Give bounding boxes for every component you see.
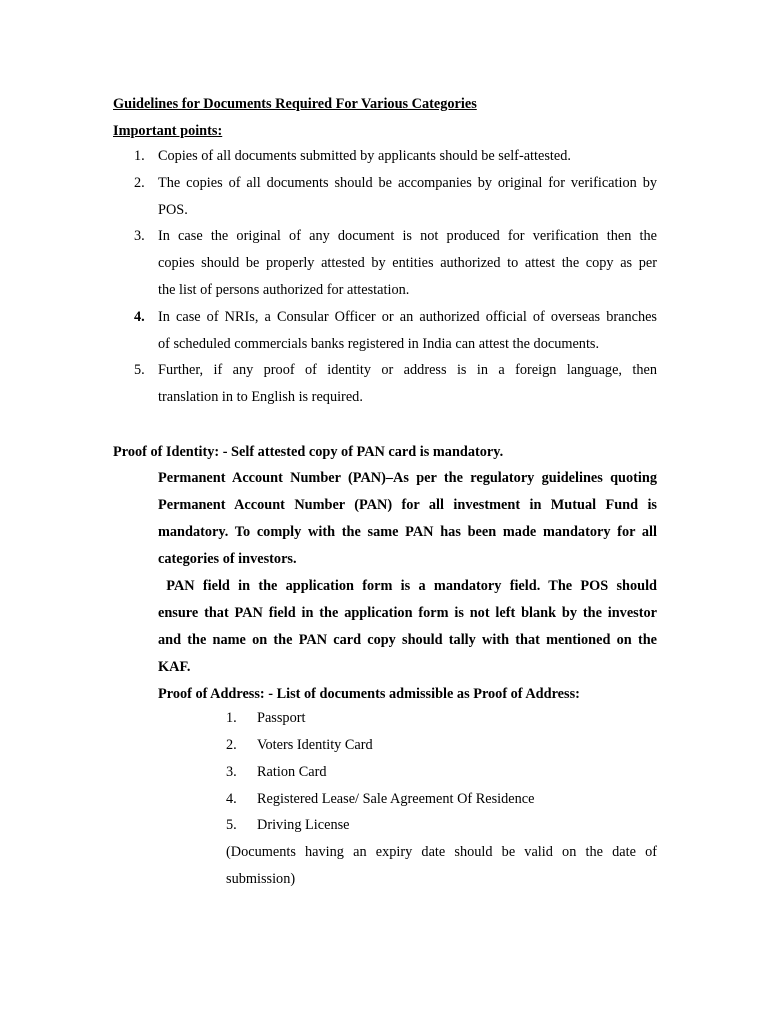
document-title: Guidelines for Documents Required For Various Categories: [113, 96, 477, 112]
point-line: In case of NRIs, a Consular Officer or an authorized official of overseas branches: [158, 309, 657, 325]
paragraph-line: PAN field in the application form is a mandatory field. The POS should: [158, 578, 657, 594]
point-line: copies should be properly attested by entities authorized to attest the copy as per: [158, 255, 657, 271]
point-line: Copies of all documents submitted by applicants should be self-attested.: [158, 148, 571, 164]
point-line: translation in to English is required.: [158, 389, 363, 405]
point-number: 3.: [134, 228, 145, 244]
address-doc-number: 4.: [226, 791, 237, 807]
note-line: submission): [226, 871, 296, 887]
point-line: Further, if any proof of identity or address is in a foreign language, then: [158, 362, 657, 378]
point-text: [158, 304, 657, 358]
point-number: 2.: [134, 175, 145, 191]
point-line: In case the original of any document is not produced for verification then the: [158, 228, 657, 244]
point-text: [158, 357, 657, 411]
point-line: POS.: [158, 202, 188, 218]
pan-paragraph-2: [158, 573, 657, 681]
important-points-heading: Important points:: [113, 123, 223, 139]
point-number: 4.: [134, 309, 145, 325]
paragraph-line: ensure that PAN field in the application form is not left blank by the investor: [158, 605, 657, 621]
note-line: (Documents having an expiry date should be valid on the date of: [226, 844, 657, 860]
point-number: 1.: [134, 148, 145, 164]
point-text: [158, 170, 657, 224]
point-line: the list of persons authorized for attestation.: [158, 282, 410, 298]
proof-of-identity-heading: Proof of Identity: - Self attested copy of PAN card is mandatory.: [113, 444, 504, 460]
point-line: The copies of all documents should be accompanies by original for verification by: [158, 175, 657, 191]
address-doc-number: 3.: [226, 764, 237, 780]
address-doc-number: 1.: [226, 710, 237, 726]
point-text: [158, 143, 657, 170]
address-doc-item: Registered Lease/ Sale Agreement Of Residence: [257, 791, 535, 807]
paragraph-line: categories of investors.: [158, 551, 297, 567]
point-number: 5.: [134, 362, 145, 378]
address-doc-item: Driving License: [257, 817, 350, 833]
paragraph-line: Permanent Account Number (PAN)–As per the regulatory guidelines quoting: [158, 470, 657, 486]
expiry-note: [226, 839, 657, 893]
point-text: [158, 223, 657, 304]
address-doc-number: 2.: [226, 737, 237, 753]
address-doc-item: Ration Card: [257, 764, 327, 780]
paragraph-line: KAF.: [158, 659, 191, 675]
address-doc-number: 5.: [226, 817, 237, 833]
address-doc-item: Voters Identity Card: [257, 737, 373, 753]
paragraph-line: mandatory. To comply with the same PAN has been made mandatory for all: [158, 524, 657, 540]
proof-of-address-heading: Proof of Address: - List of documents admissible as Proof of Address:: [158, 686, 580, 702]
point-line: of scheduled commercials banks registered in India can attest the documents.: [158, 336, 600, 352]
pan-paragraph-1: [158, 465, 657, 573]
address-doc-item: Passport: [257, 710, 306, 726]
paragraph-line: and the name on the PAN card copy should tally with that mentioned on the: [158, 632, 657, 648]
paragraph-line: Permanent Account Number (PAN) for all investment in Mutual Fund is: [158, 497, 657, 513]
